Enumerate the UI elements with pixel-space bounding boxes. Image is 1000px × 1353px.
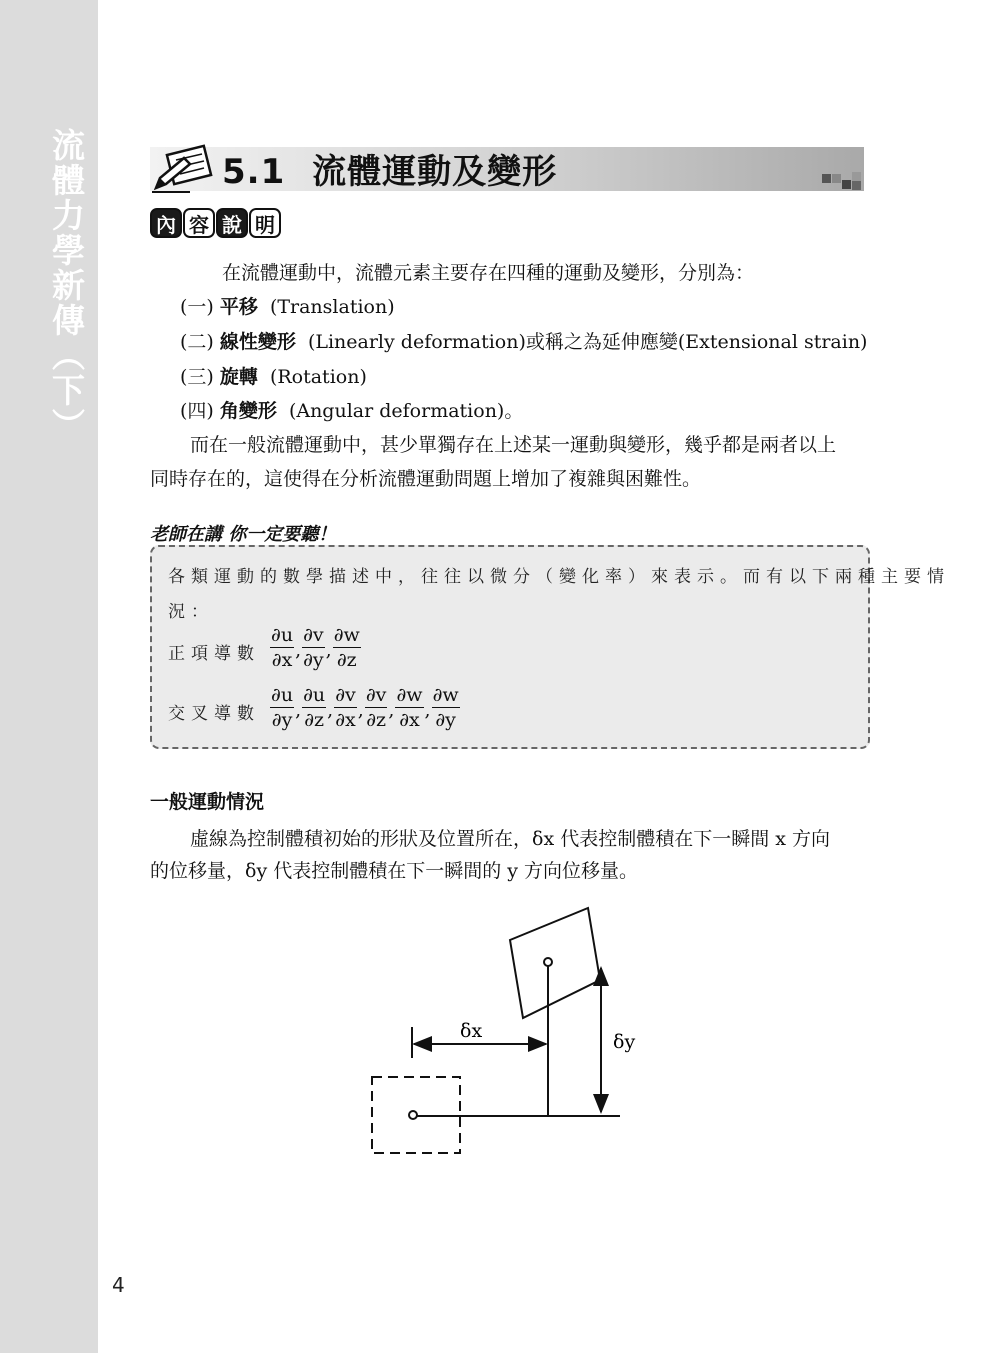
page-number: 4 xyxy=(112,1273,125,1297)
initial-center-point xyxy=(409,1111,417,1119)
motion-number: (一) xyxy=(180,296,214,318)
intro-paragraph: 在流體運動中，流體元素主要存在四種的運動及變形，分別為： xyxy=(222,262,755,284)
paragraph-line: 而在一般流體運動中，甚少單獨存在上述某一運動與變形，幾乎都是兩者以上 xyxy=(190,434,837,456)
motion-name: 線性變形 xyxy=(219,331,296,353)
decorative-squares xyxy=(822,170,862,190)
motion-name: 平移 xyxy=(219,296,258,318)
motion-item xyxy=(180,327,867,354)
section-title xyxy=(222,144,557,193)
badge-char: 明 xyxy=(249,208,281,238)
motion-english: (Translation) xyxy=(269,296,395,318)
section-number: 5.1 xyxy=(222,152,286,192)
dx-label: δx xyxy=(460,1020,483,1042)
derivative-term: $\frac{\partial u}{\partial z}$ xyxy=(303,684,326,731)
badge-char: 容 xyxy=(183,208,215,238)
derivative-term: $\frac{\partial w}{\partial x}$ xyxy=(396,684,423,731)
note-line: 各類運動的數學描述中，往往以微分（變化率）來表示。而有以下兩種主要情 xyxy=(168,567,950,587)
derivative-term: $\frac{\partial w}{\partial z}$ xyxy=(333,624,360,671)
deformed-control-volume xyxy=(510,908,600,1018)
derivative-term: $\frac{\partial u}{\partial y}$ xyxy=(271,684,294,731)
note-line: 況： xyxy=(168,602,214,622)
notepad-pencil-icon xyxy=(150,140,216,196)
motion-number: (四) xyxy=(180,400,214,422)
badge-char: 說 xyxy=(216,208,248,238)
motion-item xyxy=(180,292,395,319)
normal-derivatives: $\frac{\partial u}{\partial x}$ , $\frac{\partial v}{\partial y}$ , $\frac{\partial w}{\partial z}$ xyxy=(271,624,360,671)
derivative-term: $\frac{\partial w}{\partial y}$ xyxy=(432,684,459,731)
general-motion-heading: 一般運動情況 xyxy=(150,791,265,813)
cross-derivative-label: 交叉導數 xyxy=(168,704,260,724)
motion-number: (三) xyxy=(180,366,214,388)
motion-english: (Rotation) xyxy=(269,366,367,388)
cross-derivatives: $\frac{\partial u}{\partial y}$ , $\frac{\partial u}{\partial z}$ , $\frac{\partial v}{\partial x}$ , $\frac{\partial v}{\partial z}$ , $\frac{\partial w}{\partial x}$ , $\frac{\partial w}{\partial y}$ xyxy=(271,684,459,731)
normal-derivative-label: 正項導數 xyxy=(168,644,260,664)
paragraph-line: 的位移量，δy 代表控制體積在下一瞬間的 y 方向位移量。 xyxy=(150,860,639,882)
derivative-term: $\frac{\partial v}{\partial y}$ xyxy=(303,624,324,671)
section-name: 流體運動及變形 xyxy=(312,152,558,192)
derivative-term: $\frac{\partial v}{\partial x}$ xyxy=(335,684,356,731)
paragraph-line: 同時存在的，這使得在分析流體運動問題上增加了複雜與困難性。 xyxy=(150,468,702,490)
derivative-term: $\frac{\partial u}{\partial x}$ xyxy=(271,624,294,671)
teacher-note-heading: 老師在講 你一定要聽！ xyxy=(150,524,337,545)
motion-name: 旋轉 xyxy=(219,366,258,388)
derivative-term: $\frac{\partial v}{\partial z}$ xyxy=(365,684,387,731)
motion-english: (Angular deformation)。 xyxy=(288,400,524,422)
book-title-vertical: 流體力學新傳（下） xyxy=(47,128,86,443)
teacher-note-box xyxy=(150,545,950,749)
motion-number: (二) xyxy=(180,331,214,353)
motion-item xyxy=(180,362,367,389)
final-center-point xyxy=(544,958,552,966)
displacement-diagram xyxy=(360,900,660,1165)
dy-label: δy xyxy=(613,1031,636,1053)
badge-char: 內 xyxy=(150,208,182,238)
motion-name: 角變形 xyxy=(219,400,277,422)
motion-english: (Linearly deformation)或稱之為延伸應變(Extensional strain) xyxy=(307,331,868,353)
content-explanation-badge xyxy=(150,208,281,238)
paragraph-line: 虛線為控制體積初始的形狀及位置所在，δx 代表控制體積在下一瞬間 x 方向 xyxy=(190,828,830,850)
motion-item xyxy=(180,396,523,423)
